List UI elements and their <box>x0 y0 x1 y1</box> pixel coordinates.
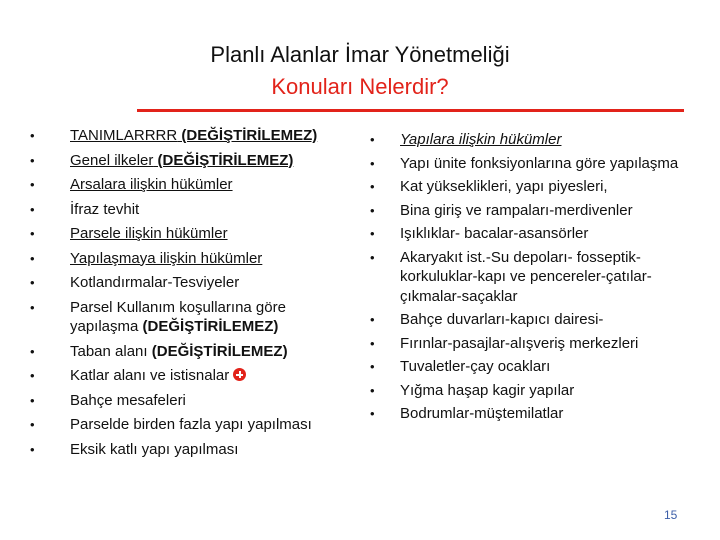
item-text: Yapılaşmaya ilişkin hükümler <box>70 249 263 267</box>
list-item <box>30 175 350 195</box>
list-item <box>370 201 700 221</box>
list-item <box>30 342 350 362</box>
list-item <box>30 249 350 269</box>
item-text: Parsele ilişkin hükümler <box>70 225 228 242</box>
bullet: • <box>30 250 35 266</box>
item-text: Yığma haşap kagir yapılar <box>400 381 575 399</box>
bullet: • <box>370 132 375 147</box>
bullet: • <box>370 155 375 171</box>
list-item <box>30 273 350 293</box>
bullet: • <box>370 202 375 218</box>
item-text: Eksik katlı yapı yapılması <box>70 440 239 458</box>
item-text: TANIMLARRRR <box>70 127 178 144</box>
item-text: Parselde birden fazla yapı yapılması <box>70 416 312 433</box>
list-item <box>370 357 700 377</box>
title-divider <box>137 109 684 112</box>
bullet: • <box>30 226 35 241</box>
item-text: Bina giriş ve rampaları-merdivenler <box>400 201 633 219</box>
title-line-2: Konuları Nelerdir? <box>271 74 449 99</box>
bullet: • <box>370 249 375 265</box>
bullet: • <box>30 392 35 408</box>
list-item <box>30 391 350 411</box>
list-item <box>370 248 700 307</box>
item-text: Tuvaletler-çay ocakları <box>400 358 551 375</box>
plus-circle-icon[interactable] <box>233 368 246 381</box>
list-item <box>370 334 700 354</box>
item-text: Bahçe duvarları-kapıcı dairesi- <box>400 311 604 328</box>
list-item <box>30 126 350 146</box>
bullet: • <box>30 152 35 168</box>
item-text: Bahçe mesafeleri <box>70 391 186 409</box>
bullet: • <box>30 275 35 290</box>
bullet: • <box>30 201 35 217</box>
bullet: • <box>370 312 375 327</box>
bullet: • <box>370 382 375 398</box>
list-item <box>30 415 350 435</box>
item-suffix: (DEĞİŞTİRİLEMEZ) <box>138 318 279 335</box>
list-item <box>30 151 350 171</box>
bullet: • <box>370 335 375 351</box>
item-text: Arsalara ilişkin hükümler <box>70 176 233 193</box>
bullet: • <box>30 368 35 383</box>
item-text: Kotlandırmalar-Tesviyeler <box>70 274 240 291</box>
bullet: • <box>370 359 375 374</box>
item-text: Kat yükseklikleri, yapı piyesleri, <box>400 178 608 195</box>
title-line-1: Planlı Alanlar İmar Yönetmeliği <box>210 42 510 67</box>
list-item <box>370 154 700 174</box>
right-topic-list <box>370 130 700 428</box>
bullet: • <box>30 177 35 192</box>
bullet: • <box>30 299 35 315</box>
bullet: • <box>370 179 375 194</box>
list-item <box>370 381 700 401</box>
item-text: Fırınlar-pasajlar-alışveriş merkezleri <box>400 334 639 352</box>
item-text: Genel ilkeler <box>70 151 154 169</box>
item-text: Taban alanı <box>70 342 148 360</box>
list-item <box>370 130 700 150</box>
list-item <box>30 366 350 386</box>
item-text: Yapılara ilişkin hükümler <box>400 131 562 148</box>
list-item <box>370 404 700 424</box>
list-item <box>370 310 700 330</box>
bullet: • <box>30 128 35 143</box>
list-item <box>370 177 700 197</box>
item-text: Katlar alanı ve istisnalar <box>70 367 230 384</box>
item-text: Parsel Kullanım koşullarına göre yapılaşma <box>70 298 286 335</box>
list-item <box>30 440 350 460</box>
list-item <box>30 200 350 220</box>
page-number: 15 <box>664 508 678 522</box>
left-topic-list <box>30 126 350 464</box>
bullet: • <box>370 406 375 421</box>
item-text: Akaryakıt ist.-Su depoları- fosseptik-korkuluklar-kapı ve pencereler-çatılar-çıkmalar-saçaklar <box>400 248 652 305</box>
item-suffix: (DEĞİŞTİRİLEMEZ) <box>177 127 318 144</box>
item-text: Bodrumlar-müştemilatlar <box>400 405 564 422</box>
bullet: • <box>30 417 35 432</box>
item-suffix: (DEĞİŞTİRİLEMEZ) <box>147 342 288 360</box>
bullet: • <box>370 226 375 241</box>
item-suffix: (DEĞİŞTİRİLEMEZ) <box>153 151 294 169</box>
list-item <box>30 298 350 337</box>
list-item <box>370 224 700 244</box>
bullet: • <box>30 343 35 359</box>
bullet: • <box>30 441 35 457</box>
item-text: Yapı ünite fonksiyonlarına göre yapılaşma <box>400 154 679 172</box>
item-text: Işıklıklar- bacalar-asansörler <box>400 225 589 242</box>
item-text: İfraz tevhit <box>70 200 140 218</box>
list-item <box>30 224 350 244</box>
